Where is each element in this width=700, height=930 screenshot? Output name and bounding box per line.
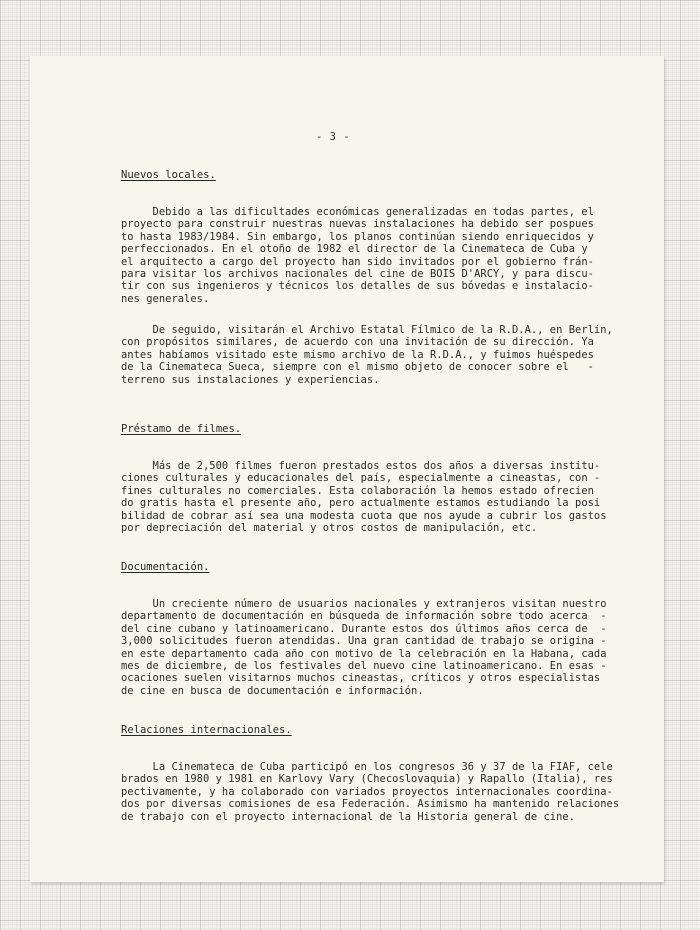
paragraph-nuevos-locales-1: Debido a las dificultades económicas generalizadas en todas partes, el proyecto para construir nuestras nuevas instalaciones ha debido ser pospues to hasta 1983/1984. Sin embargo, los planos continúan siendo enriquecidos y perfeccionados. En el otoño de 1982 el director de la Cinemateca de Cuba y el arquitecto a cargo del proyecto han sido invitados por el gobierno frán- para visitar los archivos nacionales del cine de BOIS D'ARCY, y para discu- tir con sus ingenieros y técnicos los detalles de sus bóvedas e instalacio- nes generales. xyxy=(121,206,594,305)
section-heading-prestamo-de-filmes: Préstamo de filmes. xyxy=(121,423,242,435)
page-number: - 3 - xyxy=(316,131,351,143)
section-heading-documentacion: Documentación. xyxy=(121,561,210,573)
paragraph-documentacion: Un creciente número de usuarios nacionales y extranjeros visitan nuestro departamento de documentación en búsqueda de información sobre todo acerca - del cine cubano y latinoamericano. Durante estos dos últimos años cerca de - 3,000 solicitudes fueron atendidas. Una gran cantidad de trabajo se origina - en este departamento cada año con motivo de la celebración en la Habana, cada mes de diciembre, de los festivales del nuevo cine latinoamericano. En esas - ocaciones suelen visitarnos muchos cineastas, críticos y otros especialistas de cine en busca de documentación e información. xyxy=(121,598,607,697)
section-heading-relaciones-internacionales: Relaciones internacionales. xyxy=(121,724,292,736)
paragraph-nuevos-locales-2: De seguido, visitarán el Archivo Estatal Fílmico de la R.D.A., en Berlín, con propósitos similares, de acuerdo con una invitación de su dirección. Ya antes habíamos visitado este mismo archivo de la R.D.A., y fuimos huéspedes de la Cinemateca Sueca, siempre con el mismo objeto de conocer sobre el - terreno sus instalaciones y experiencias. xyxy=(121,324,613,386)
section-heading-nuevos-locales: Nuevos locales. xyxy=(121,169,216,181)
paragraph-relaciones-internacionales: La Cinemateca de Cuba participó en los congresos 36 y 37 de la FIAF, cele brados en 1980 y 1981 en Karlovy Vary (Checoslovaquia) y Rapallo (Italia), res pectivamente, y ha colaborado con variados proyectos internacionales coordina- dos por diversas comisiones de esa Federación. Asimismo ha mantenido relaciones de trabajo con el proyecto internacional de la Historia general de cine. xyxy=(121,761,620,823)
paragraph-prestamo-de-filmes: Más de 2,500 filmes fueron prestados estos dos años a diversas institu- ciones culturales y educacionales del país, especialmente a cineastas, con - fines culturales no comerciales. Esta colaboración la hemos estado ofrecien do gratis hasta el presente año, pero actualmente estamos estudiando la posi bilidad de cobrar así sea una modesta cuota que nos ayude a cubrir los gastos por depreciación del material y otros costos de manipulación, etc. xyxy=(121,460,607,535)
